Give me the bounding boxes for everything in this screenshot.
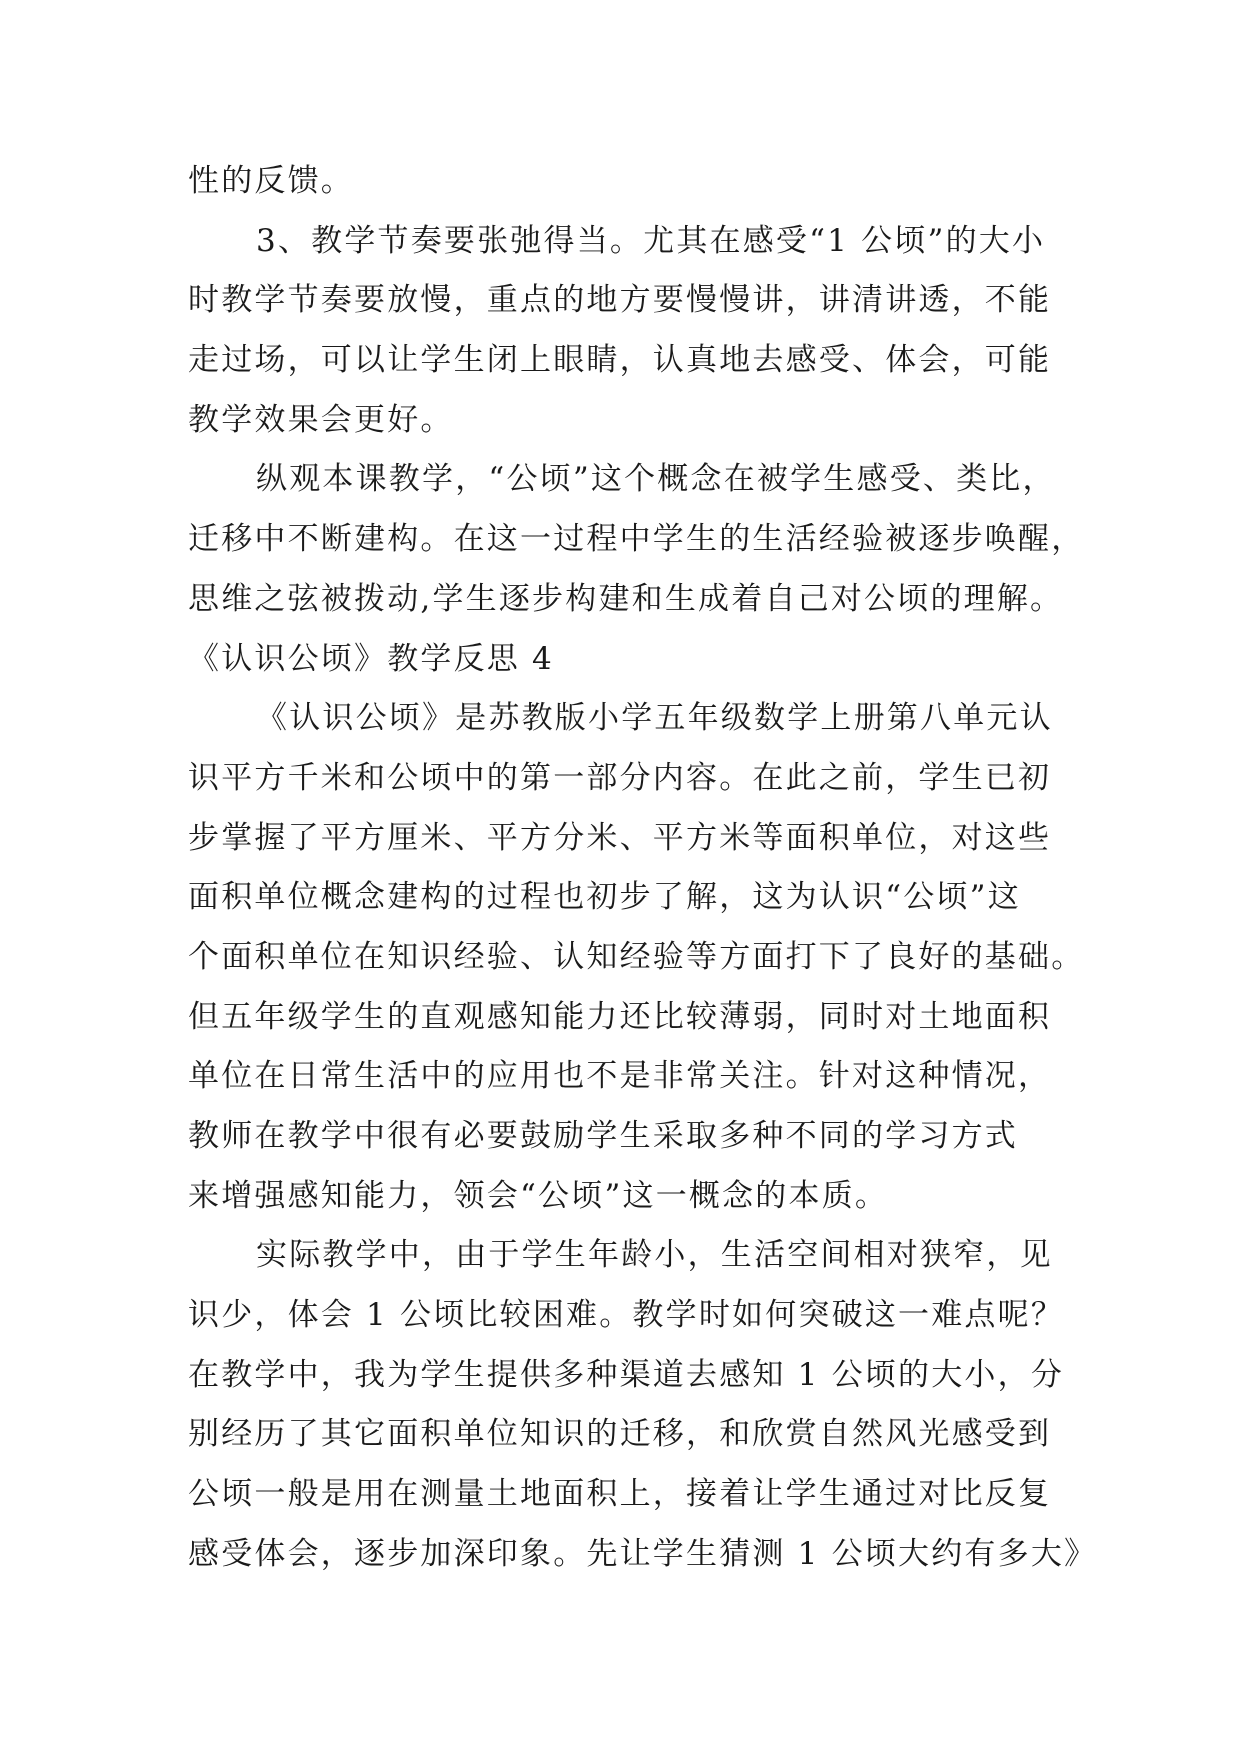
paragraph-start: 纵观本课教学，“公顷”这个概念在被学生感受、类比， xyxy=(256,461,1056,498)
document-body xyxy=(188,152,1098,1585)
text-line: 教学效果会更好。 xyxy=(188,401,454,438)
text-line: 面积单位概念建构的过程也初步了解，这为认识“公顷”这 xyxy=(188,879,1021,916)
text-line: 迁移中不断建构。在这一过程中学生的生活经验被逐步唤醒， xyxy=(188,521,1085,558)
paragraph-start: 实际教学中，由于学生年龄小，生活空间相对狭窄，见 xyxy=(256,1237,1053,1274)
text-line: 时教学节奏要放慢，重点的地方要慢慢讲，讲清讲透，不能 xyxy=(188,282,1052,319)
text-line: 识少，体会 1 公顷比较困难。教学时如何突破这一难点呢？ xyxy=(188,1297,1065,1334)
text-line: 感受体会，逐步加深印象。先让学生猜测 1 公顷大约有多大》 xyxy=(188,1535,1098,1572)
text-line: 走过场，可以让学生闭上眼睛，认真地去感受、体会，可能 xyxy=(188,342,1052,379)
paragraph-start: 3、教学节奏要张弛得当。尤其在感受“1 公顷”的大小 xyxy=(256,222,1046,259)
paragraph-start: 《认识公顷》是苏教版小学五年级数学上册第八单元认 xyxy=(256,700,1053,737)
text-line: 步掌握了平方厘米、平方分米、平方米等面积单位，对这些 xyxy=(188,819,1052,856)
text-line: 识平方千米和公顷中的第一部分内容。在此之前，学生已初 xyxy=(188,759,1052,796)
text-line: 单位在日常生活中的应用也不是非常关注。针对这种情况， xyxy=(188,1058,1052,1095)
text-line: 但五年级学生的直观感知能力还比较薄弱，同时对土地面积 xyxy=(188,998,1052,1035)
text-line: 教师在教学中很有必要鼓励学生采取多种不同的学习方式 xyxy=(188,1118,1018,1154)
text-line: 别经历了其它面积单位知识的迁移，和欣赏自然风光感受到 xyxy=(188,1416,1052,1453)
text-line: 性的反馈。 xyxy=(188,163,354,199)
text-line: 来增强感知能力，领会“公顷”这一概念的本质。 xyxy=(188,1177,889,1214)
text-line: 在教学中，我为学生提供多种渠道去感知 1 公顷的大小，分 xyxy=(188,1356,1065,1393)
section-heading: 《认识公顷》教学反思 4 xyxy=(188,640,554,677)
text-line: 思维之弦被拨动,学生逐步构建和生成着自己对公顷的理解。 xyxy=(188,580,1064,617)
text-line: 公顷一般是用在测量土地面积上，接着让学生通过对比反复 xyxy=(188,1476,1052,1513)
text-line: 个面积单位在知识经验、认知经验等方面打下了良好的基础。 xyxy=(188,938,1085,975)
